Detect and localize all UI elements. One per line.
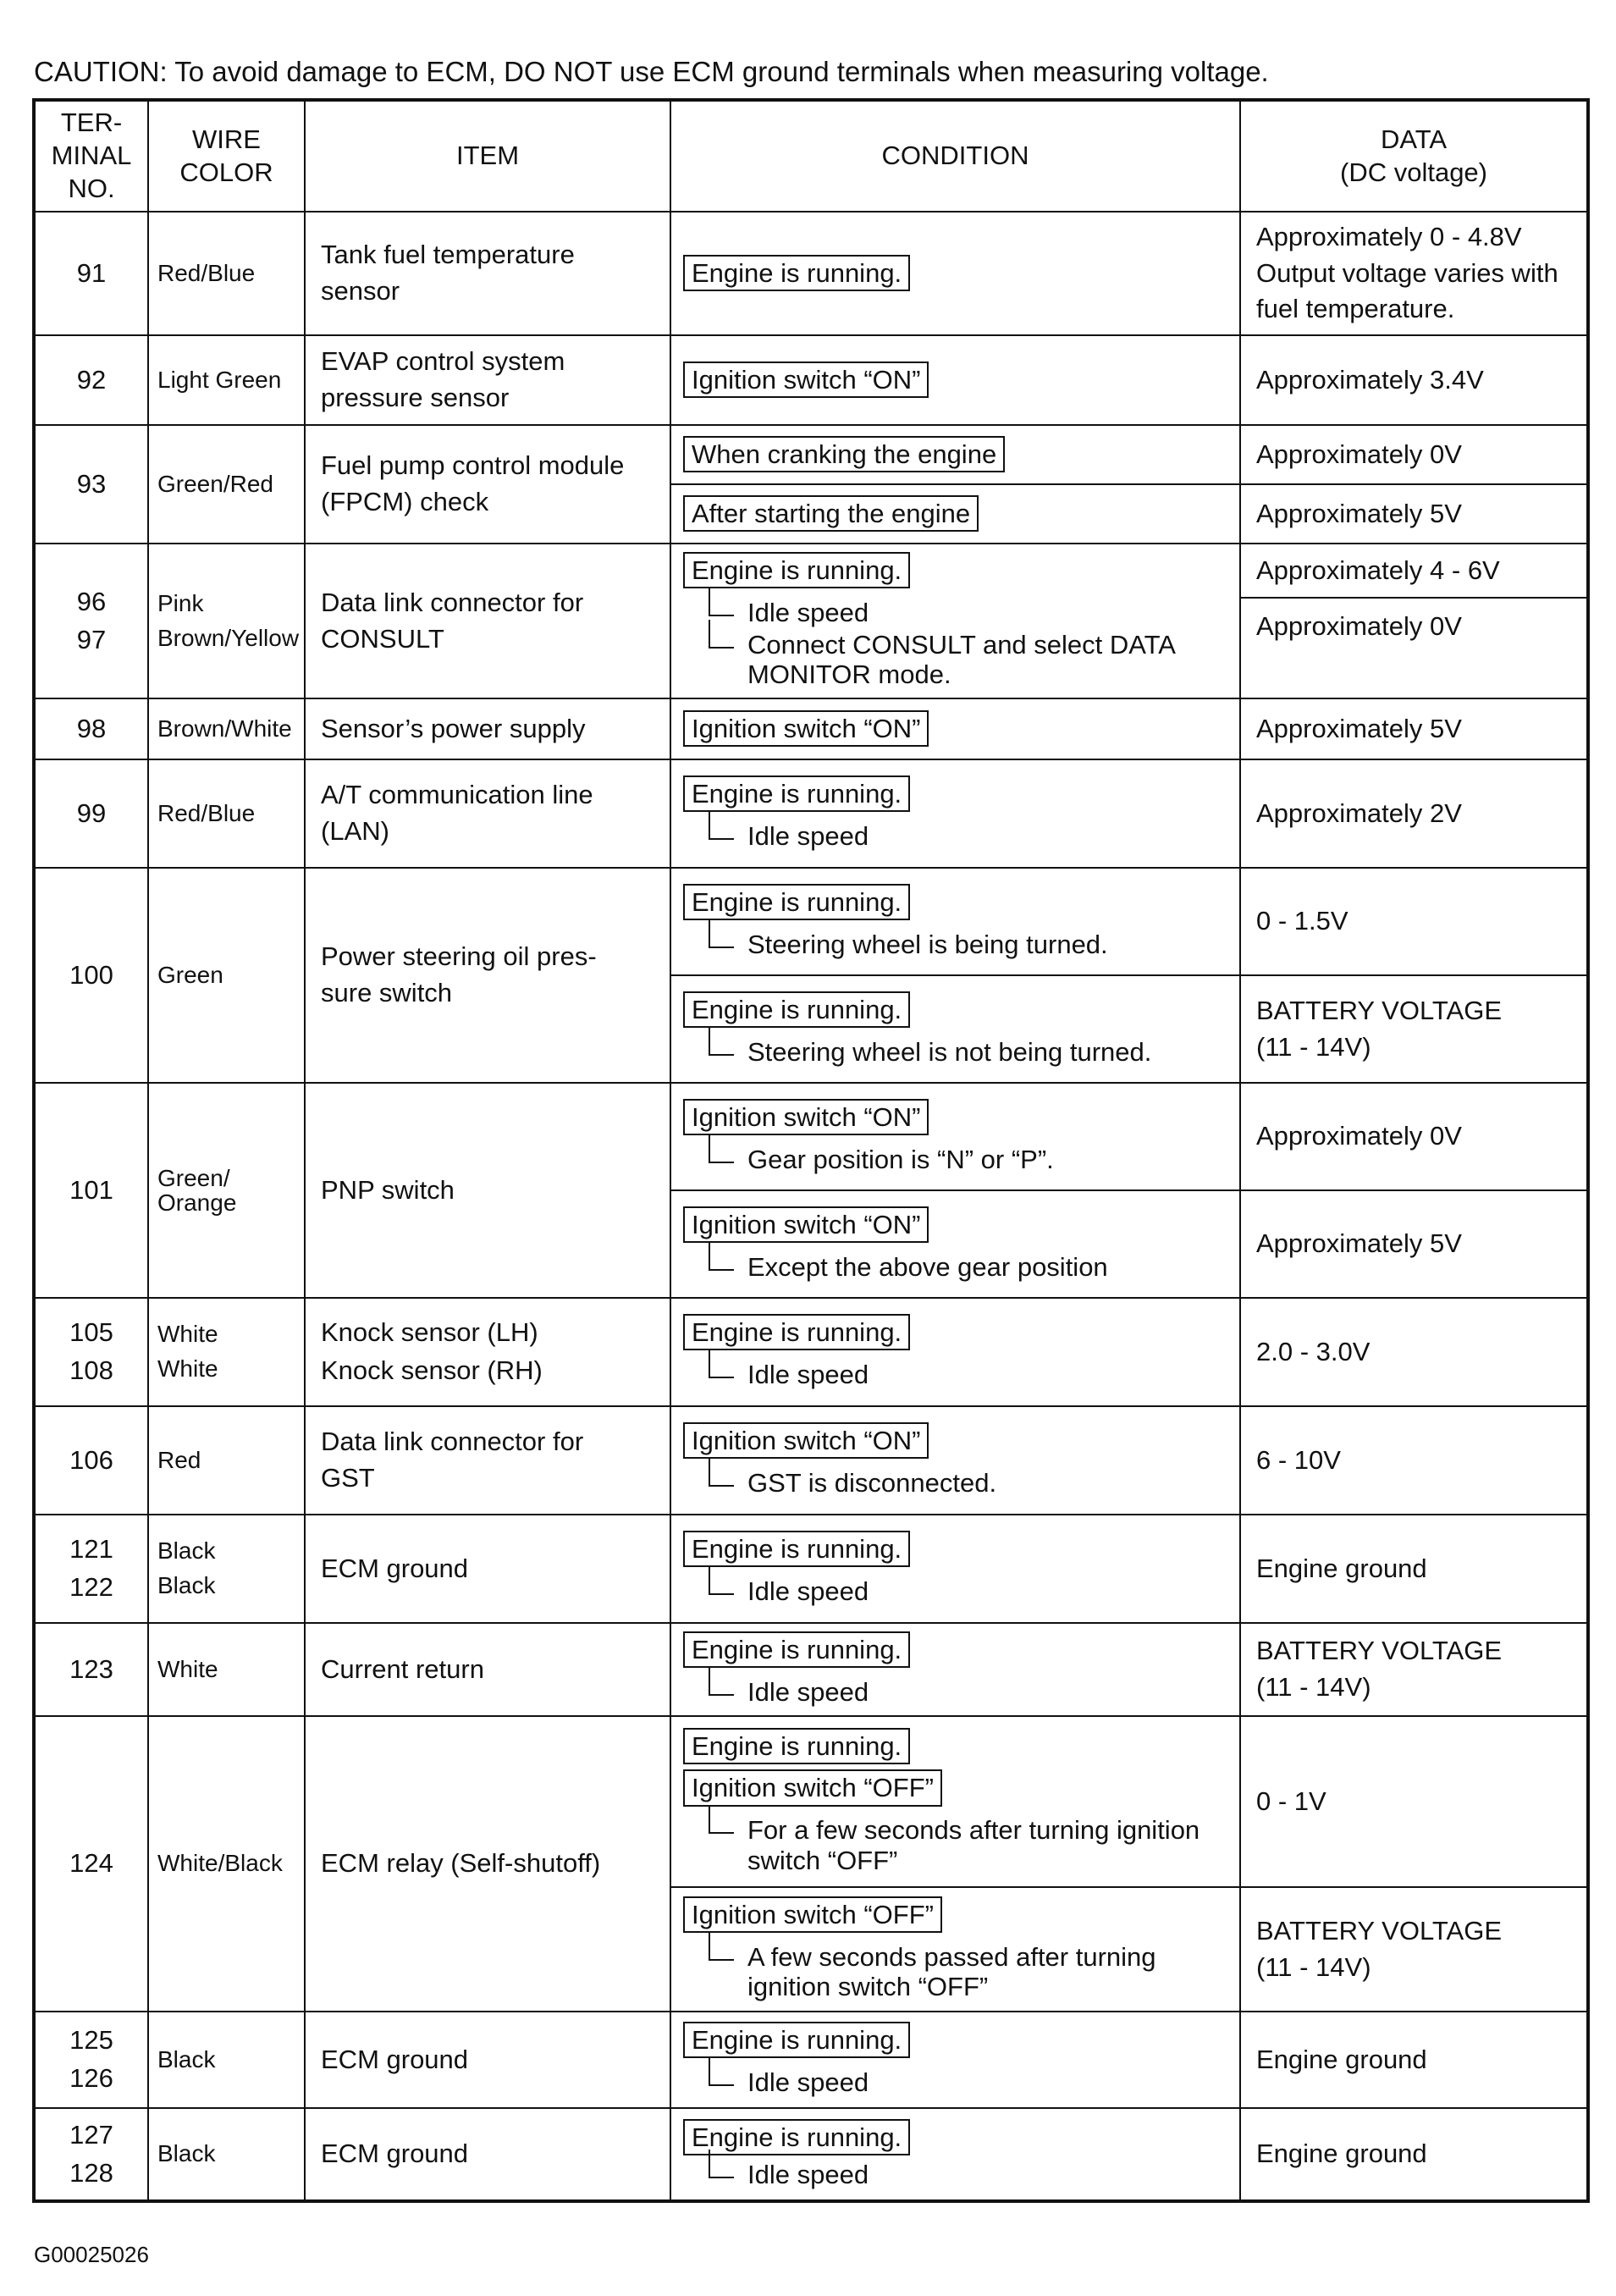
caution-note: CAUTION: To avoid damage to ECM, DO NOT use ECM ground terminals when measuring voltage. <box>34 56 1269 87</box>
item-name: A/T communication line (LAN) <box>305 759 670 868</box>
table-row <box>34 1515 1588 1623</box>
sub-condition: Steering wheel is not being turned. <box>709 1037 1227 1068</box>
wire-color: White/Black <box>148 1716 305 2012</box>
terminal-number: 127 128 <box>34 2108 148 2201</box>
data-value: Approximately 5V <box>1240 484 1588 544</box>
condition <box>670 1515 1240 1623</box>
terminal-number: 92 <box>34 335 148 425</box>
condition <box>670 484 1240 544</box>
table-row <box>34 1298 1588 1406</box>
data-value: Approximately 0V <box>1240 425 1588 484</box>
wire-color: Green/ Orange <box>148 1083 305 1298</box>
condition <box>670 698 1240 759</box>
condition-box: Engine is running. <box>683 1314 910 1350</box>
condition-box: After starting the engine <box>683 495 979 532</box>
sub-condition: Steering wheel is being turned. <box>709 930 1227 960</box>
terminal-number: 106 <box>34 1406 148 1515</box>
condition-box: Engine is running. <box>683 991 910 1028</box>
table-row <box>34 2108 1588 2201</box>
condition <box>670 1083 1240 1190</box>
item-name: Data link connector for CONSULT <box>305 544 670 698</box>
data-value: Approximately 0 - 4.8V Output voltage varies with fuel temperature. <box>1240 212 1588 335</box>
data-value: Approximately 2V <box>1240 759 1588 868</box>
item-name: EVAP control system pressure sensor <box>305 335 670 425</box>
condition-box: Engine is running. <box>683 552 910 588</box>
data-value: Approximately 0V <box>1240 1083 1588 1190</box>
sub-condition: Idle speed <box>709 1360 1227 1390</box>
terminal-number: 101 <box>34 1083 148 1298</box>
condition <box>670 2012 1240 2108</box>
table-row <box>34 1083 1588 1190</box>
table-row <box>34 2012 1588 2108</box>
wire-color: Black Black <box>148 1515 305 1623</box>
header-terminal: TER- MINAL NO. <box>34 100 148 212</box>
condition-box: Ignition switch “ON” <box>683 1099 929 1135</box>
condition <box>670 759 1240 868</box>
condition-box: Ignition switch “ON” <box>683 362 929 398</box>
item-name: ECM ground <box>305 1515 670 1623</box>
condition <box>670 1406 1240 1515</box>
header-item: ITEM <box>305 100 670 212</box>
header-data: DATA (DC voltage) <box>1240 100 1588 212</box>
condition-box: Engine is running. <box>683 1728 910 1764</box>
condition <box>670 2108 1240 2201</box>
sub-condition: Except the above gear position <box>709 1252 1227 1283</box>
wire-color: Red <box>148 1406 305 1515</box>
condition <box>670 1887 1240 2012</box>
terminal-number: 125 126 <box>34 2012 148 2108</box>
sub-condition: Idle speed <box>709 1576 1227 1607</box>
condition-box: Ignition switch “ON” <box>683 710 929 747</box>
condition <box>670 1298 1240 1406</box>
condition-box: Engine is running. <box>683 775 910 812</box>
table-row <box>34 425 1588 484</box>
item-name: ECM ground <box>305 2012 670 2108</box>
wire-color: Pink Brown/Yellow <box>148 544 305 698</box>
item-name: Power steering oil pres- sure switch <box>305 868 670 1083</box>
figure-code: G00025026 <box>34 2242 149 2267</box>
data-value: 0 - 1V <box>1240 1716 1588 1887</box>
wire-color: White <box>148 1623 305 1716</box>
data-value: Approximately 4 - 6V Approximately 0V <box>1240 544 1588 698</box>
data-value: Approximately 3.4V <box>1240 335 1588 425</box>
table-row <box>34 759 1588 868</box>
condition-box: When cranking the engine <box>683 436 1005 472</box>
item-name: Fuel pump control module (FPCM) check <box>305 425 670 544</box>
table-row <box>34 1406 1588 1515</box>
header-condition: CONDITION <box>670 100 1240 212</box>
data-value: Engine ground <box>1240 1515 1588 1623</box>
item-name: Current return <box>305 1623 670 1716</box>
sub-condition: Idle speed <box>709 821 1227 852</box>
sub-condition: A few seconds passed after turning ignition switch “OFF” <box>709 1942 1227 2002</box>
condition-box: Ignition switch “OFF” <box>683 1769 942 1806</box>
header-row <box>34 100 1588 212</box>
condition <box>670 544 1240 698</box>
condition <box>670 1190 1240 1298</box>
terminal-number: 123 <box>34 1623 148 1716</box>
data-value: BATTERY VOLTAGE (11 - 14V) <box>1240 975 1588 1083</box>
table-row <box>34 335 1588 425</box>
item-name: ECM ground <box>305 2108 670 2201</box>
wire-color: Black <box>148 2108 305 2201</box>
condition <box>670 425 1240 484</box>
terminal-number: 99 <box>34 759 148 868</box>
data-value: Approximately 5V <box>1240 1190 1588 1298</box>
terminal-number: 100 <box>34 868 148 1083</box>
table-row <box>34 868 1588 975</box>
wire-color: Green <box>148 868 305 1083</box>
wire-color: Red/Blue <box>148 759 305 868</box>
sub-condition: Idle speed <box>709 1677 1227 1708</box>
table-row <box>34 212 1588 335</box>
condition-box: Ignition switch “ON” <box>683 1422 929 1459</box>
condition <box>670 212 1240 335</box>
wire-color: Green/Red <box>148 425 305 544</box>
condition-box: Engine is running. <box>683 2119 910 2155</box>
item-name: PNP switch <box>305 1083 670 1298</box>
sub-condition: For a few seconds after turning ignition switch “OFF” <box>709 1815 1227 1875</box>
wire-color: Light Green <box>148 335 305 425</box>
sub-condition: Idle speed <box>709 2160 1227 2190</box>
condition-box: Engine is running. <box>683 255 910 291</box>
terminal-number: 96 97 <box>34 544 148 698</box>
condition <box>670 1716 1240 1887</box>
table-row <box>34 1716 1588 1887</box>
terminal-number: 105 108 <box>34 1298 148 1406</box>
terminal-number: 121 122 <box>34 1515 148 1623</box>
data-value: 0 - 1.5V <box>1240 868 1588 975</box>
item-name: Data link connector for GST <box>305 1406 670 1515</box>
sub-condition: Idle speed <box>709 2067 1227 2098</box>
condition-box: Engine is running. <box>683 1531 910 1567</box>
data-value: Approximately 5V <box>1240 698 1588 759</box>
item-name: ECM relay (Self-shutoff) <box>305 1716 670 2012</box>
condition <box>670 868 1240 975</box>
condition-box: Ignition switch “ON” <box>683 1206 929 1243</box>
sub-condition: GST is disconnected. <box>709 1468 1227 1498</box>
table-row <box>34 544 1588 698</box>
sub-condition: Connect CONSULT and select DATA MONITOR mode. <box>709 630 1227 690</box>
sub-condition: Idle speed <box>709 598 1227 628</box>
table-row <box>34 1623 1588 1716</box>
terminal-number: 91 <box>34 212 148 335</box>
terminal-number: 124 <box>34 1716 148 2012</box>
ecm-terminal-table <box>32 98 1590 2203</box>
condition-box: Engine is running. <box>683 884 910 920</box>
table-row <box>34 698 1588 759</box>
condition <box>670 335 1240 425</box>
terminal-number: 98 <box>34 698 148 759</box>
condition-box: Engine is running. <box>683 1631 910 1668</box>
data-value: Engine ground <box>1240 2108 1588 2201</box>
terminal-number: 93 <box>34 425 148 544</box>
data-value: 6 - 10V <box>1240 1406 1588 1515</box>
sub-condition: Gear position is “N” or “P”. <box>709 1145 1227 1175</box>
item-name: Knock sensor (LH) Knock sensor (RH) <box>305 1298 670 1406</box>
condition-box: Ignition switch “OFF” <box>683 1896 942 1933</box>
data-value: Engine ground <box>1240 2012 1588 2108</box>
data-value: BATTERY VOLTAGE (11 - 14V) <box>1240 1623 1588 1716</box>
condition <box>670 975 1240 1083</box>
item-name: Tank fuel temperature sensor <box>305 212 670 335</box>
header-wire-color: WIRE COLOR <box>148 100 305 212</box>
data-value: BATTERY VOLTAGE (11 - 14V) <box>1240 1887 1588 2012</box>
data-value: 2.0 - 3.0V <box>1240 1298 1588 1406</box>
wire-color: Brown/White <box>148 698 305 759</box>
condition <box>670 1623 1240 1716</box>
condition-box: Engine is running. <box>683 2022 910 2058</box>
item-name: Sensor’s power supply <box>305 698 670 759</box>
wire-color: White White <box>148 1298 305 1406</box>
wire-color: Red/Blue <box>148 212 305 335</box>
wire-color: Black <box>148 2012 305 2108</box>
